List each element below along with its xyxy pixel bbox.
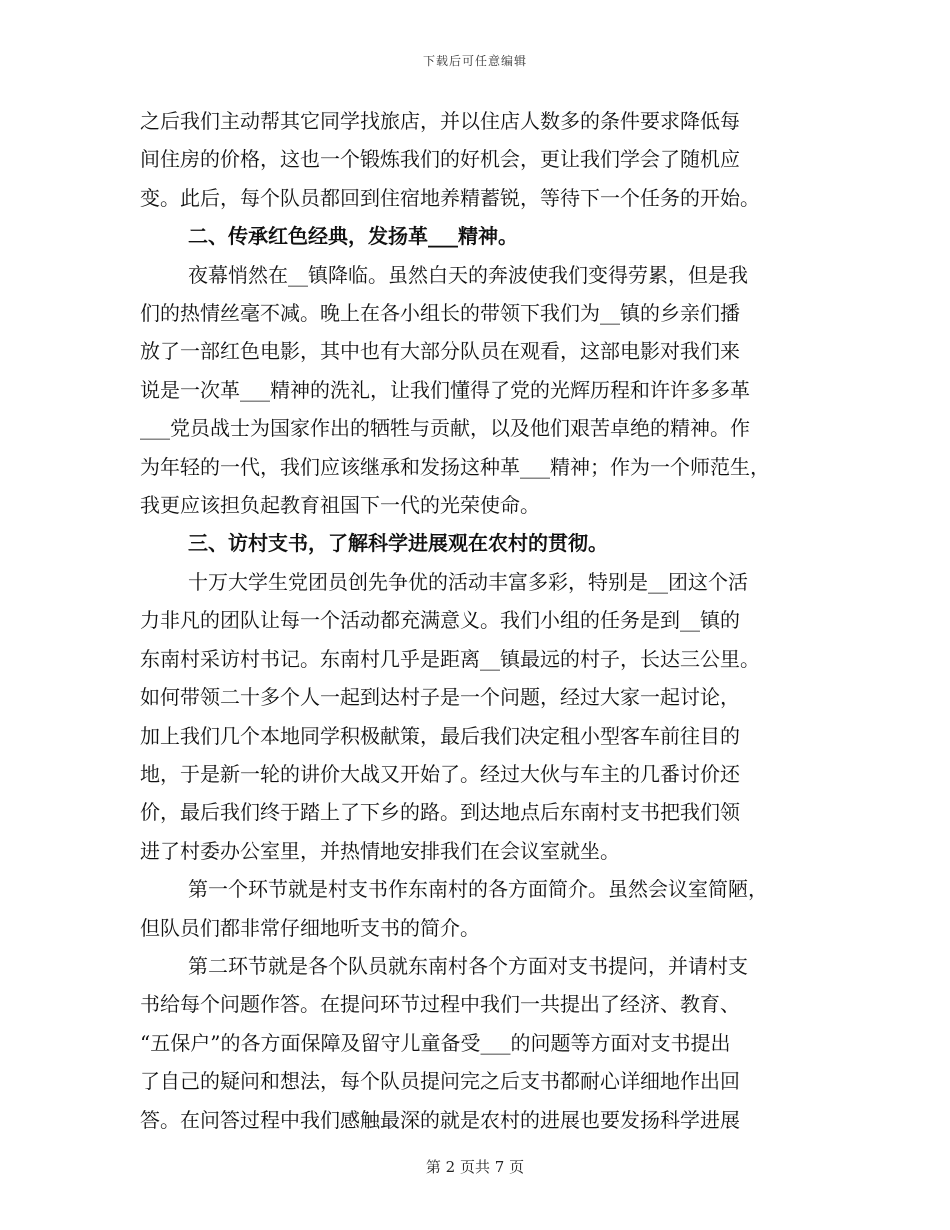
paragraph-start: 第二环节就是各个队员就东南村各个方面对支书提问，并请村支 <box>188 953 748 978</box>
text-line: 答。在问答过程中我们感触最深的就是农村的进展也要发扬科学进展 <box>140 1107 740 1132</box>
document-body <box>140 102 820 1139</box>
text-line: 东南村采访村书记。东南村几乎是距离__镇最远的村子，长达三公里。 <box>140 646 760 671</box>
text-line: 加上我们几个本地同学积极献策，最后我们决定租小型客车前往目的 <box>140 723 740 748</box>
paragraph-start: 第一个环节就是村支书作东南村的各方面简介。虽然会议室简陋， <box>188 877 768 902</box>
text-line: 我更应该担负起教育祖国下一代的光荣使命。 <box>140 493 540 518</box>
page-header: 下载后可任意编辑 <box>422 54 527 68</box>
text-line: 书给每个问题作答。在提问环节过程中我们一共提出了经济、教育、 <box>140 992 740 1017</box>
text-line: 说是一次革___精神的洗礼，让我们懂得了党的光辉历程和许许多多革 <box>140 377 750 402</box>
text-line: 为年轻的一代，我们应该继承和发扬这种革___精神；作为一个师范生， <box>140 454 770 479</box>
text-line: 进了村委办公室里，并热情地安排我们在会议室就坐。 <box>140 838 620 863</box>
section-heading: 二、传承红色经典，发扬革___精神。 <box>188 224 518 249</box>
page-number: 第 2 页共 7 页 <box>425 1158 525 1176</box>
text-line: 之后我们主动帮其它同学找旅店，并以住店人数多的条件要求降低每 <box>140 109 740 133</box>
text-line: ___党员战士为国家作出的牺牲与贡献，以及他们艰苦卓绝的精神。作 <box>140 416 750 441</box>
text-line: 变。此后，每个队员都回到住宿地养精蓄锐，等待下一个任务的开始。 <box>140 185 760 210</box>
text-line: 们的热情丝毫不减。晚上在各小组长的带领下我们为__镇的乡亲们播 <box>140 301 740 326</box>
text-line: 价，最后我们终于踏上了下乡的路。到达地点后东南村支书把我们领 <box>140 800 740 825</box>
paragraph-start: 十万大学生党团员创先争优的活动丰富多彩，特别是__团这个活 <box>188 569 748 594</box>
text-line: 间住房的价格，这也一个锻炼我们的好机会，更让我们学会了随机应 <box>140 147 740 172</box>
text-line: 了自己的疑问和想法，每个队员提问完之后支书都耐心详细地作出回 <box>140 1069 740 1094</box>
text-line: 如何带领二十多个人一起到达村子是一个问题，经过大家一起讨论， <box>140 685 740 710</box>
text-line: 放了一部红色电影，其中也有大部分队员在观看，这部电影对我们来 <box>140 339 740 364</box>
section-heading: 三、访村支书，了解科学进展观在农村的贯彻。 <box>188 531 608 556</box>
paragraph-start: 夜幕悄然在__镇降临。虽然白天的奔波使我们变得劳累，但是我 <box>188 262 748 287</box>
text-line: 但队员们都非常仔细地听支书的简介。 <box>140 915 480 940</box>
text-line: 力非凡的团队让每一个活动都充满意义。我们小组的任务是到__镇的 <box>140 608 740 633</box>
text-line: “五保户”的各方面保障及留守儿童备受___的问题等方面对支书提出 <box>140 1030 731 1055</box>
text-line: 地，于是新一轮的讲价大战又开始了。经过大伙与车主的几番讨价还 <box>140 761 740 786</box>
